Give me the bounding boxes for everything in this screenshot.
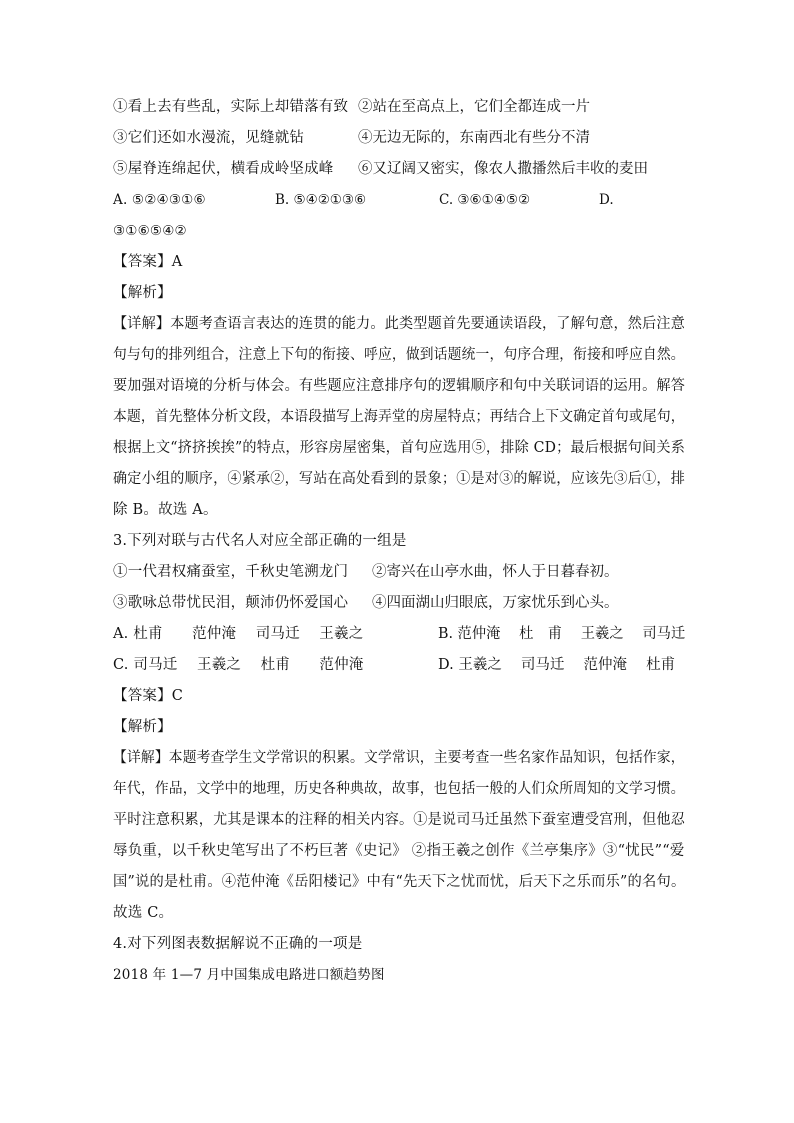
q3-choice-b: B. 范仲淹 杜 甫 王羲之 司马迁 [438, 626, 686, 642]
q2-choice-d-cont: ③①⑥⑤④② [113, 223, 187, 239]
q2-option-1: ①看上去有些乱，实际上却错落有致 [113, 99, 349, 115]
q2-detail-line: 确定小组的顺序，④紧承②，写站在高处看到的景象；①是对③的解说，应该先③后①，排 [113, 471, 686, 487]
q2-choice-d: D. [599, 192, 614, 208]
q3-detail-line: 【详解】本题考查学生文学常识的积累。文学常识，主要考查一些名家作品知识，包括作家， [113, 750, 685, 766]
q2-answer: 【答案】A [113, 254, 183, 270]
q3-choice-d: D. 王羲之 司马迁 范仲淹 杜甫 [438, 657, 676, 673]
q4-chart-caption: 2018 年 1—7 月中国集成电路进口额趋势图 [113, 967, 385, 983]
q3-analysis-heading: 【解析】 [113, 719, 172, 735]
q3-title: 3.下列对联与古代名人对应全部正确的一组是 [113, 533, 407, 549]
q3-detail-line: 故选 C。 [113, 905, 174, 921]
q3-detail-line: 国”说的是杜甫。④范仲淹《岳阳楼记》中有“先天下之忧而忧，后天下之乐而乐”的名句。 [113, 874, 686, 890]
q2-option-6: ⑥又辽阔又密实，像农人撒播然后丰收的麦田 [358, 161, 648, 177]
q3-couplet-4: ④四面湖山归眼底，万家忧乐到心头。 [372, 595, 619, 611]
q2-detail-line: 要加强对语境的分析与体会。有些题应注意排序句的逻辑顺序和句中关联词语的运用。解答 [113, 378, 686, 394]
q2-detail-line: 【详解】本题考查语言表达的连贯的能力。此类型题首先要通读语段，了解句意，然后注意 [113, 316, 686, 332]
q2-option-3: ③它们还如水漫流，见缝就钻 [113, 130, 305, 146]
q2-detail-line: 根据上文“挤挤挨挨”的特点，形容房屋密集，首句应选用⑤，排除 CD；最后根据句间关系 [113, 440, 686, 456]
q2-detail-line: 句与句的排列组合，注意上下句的衔接、呼应，做到话题统一，句序合理，衔接和呼应自然。 [113, 347, 685, 363]
q4-title: 4.对下列图表数据解说不正确的一项是 [113, 936, 363, 952]
q2-choice-b: B. ⑤④②①③⑥ [275, 192, 367, 208]
q3-couplet-1: ①一代君权痛蚕室，千秋史笔溯龙门 [113, 564, 349, 580]
q3-detail-line: 年代，作品，文学中的地理，历史各种典故，故事，也包括一般的人们众所周知的文学习惯。 [113, 781, 685, 797]
q2-choice-c: C. ③⑥①④⑤② [439, 192, 531, 208]
q2-option-4: ④无边无际的，东南西北有些分不清 [358, 130, 590, 146]
q3-choice-a: A. 杜甫 范仲淹 司马迁 王羲之 [113, 626, 364, 642]
q2-choice-a: A. ⑤②④③①⑥ [113, 192, 206, 208]
q3-couplet-2: ②寄兴在山亭水曲，怀人于日暮春初。 [372, 564, 619, 580]
q3-couplet-3: ③歌咏总带忧民泪，颠沛仍怀爱国心 [113, 595, 349, 611]
q2-option-2: ②站在至高点上，它们全都连成一片 [358, 99, 590, 115]
q2-detail-line: 本题，首先整体分析文段，本语段描写上海弄堂的房屋特点；再结合上下文确定首句或尾句， [113, 409, 685, 425]
q2-detail-line: 除 B。故选 A。 [113, 502, 218, 518]
q2-analysis-heading: 【解析】 [113, 285, 172, 301]
q3-answer: 【答案】C [113, 688, 184, 704]
q3-choice-c: C. 司马迁 王羲之 杜甫 范仲淹 [113, 657, 364, 673]
q2-option-5: ⑤屋脊连绵起伏，横看成岭坚成峰 [113, 161, 334, 177]
q3-detail-line: 平时注意积累，尤其是课本的注释的相关内容。①是说司马迁虽然下蚕室遭受宫刑，但他忍 [113, 812, 686, 828]
q3-detail-line: 辱负重，以千秋史笔写出了不朽巨著《史记》 ②指王羲之创作《兰亭集序》③“忧民”“爱 [113, 843, 685, 859]
